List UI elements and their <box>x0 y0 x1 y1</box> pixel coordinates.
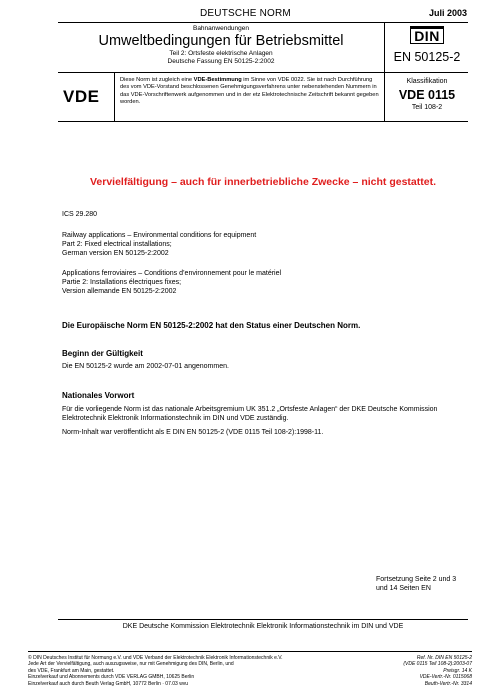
foreword-line: Elektrotechnik Elektronik Informationstechnik im DIN und VDE zuständig. <box>62 415 289 422</box>
vde-note <box>120 77 382 106</box>
footer-divider <box>28 651 472 652</box>
standard-part: Teil 2: Ortsfeste elektrische Anlagen <box>169 50 273 57</box>
footer-left-line: Jede Art der Vervielfältigung, auch auszugsweise, nur mit Genehmigung des DIN, Berlin, und <box>28 661 234 668</box>
english-title <box>62 231 462 258</box>
standard-subtitle: Bahnanwendungen <box>192 25 250 32</box>
foreword-heading: Nationales Vorwort <box>62 391 135 400</box>
footer-copyright <box>28 655 388 687</box>
standard-main-title: Umweltbedingungen für Betriebsmittel <box>98 33 344 49</box>
footer-right-line: VDE-Vertr.-Nr. 0115068 <box>419 674 472 681</box>
vde-note-part-1: Diese Norm ist zugleich eine <box>120 77 194 83</box>
french-title-line: Version allemande EN 50125-2:2002 <box>62 288 177 295</box>
foreword-draft: Norm-Inhalt war veröffentlicht als E DIN EN 50125-2 (VDE 0115 Teil 108-2):1998-11. <box>62 429 324 436</box>
din-block <box>384 22 469 72</box>
dke-commission: DKE Deutsche Kommission Elektrotechnik Elektronik Informationstechnik im DIN und VDE <box>122 623 404 630</box>
footer-right-line: Preisgr. 14 K <box>443 667 472 674</box>
vde-logo: VDE <box>63 87 100 106</box>
ics-code: ICS 29.280 <box>62 211 98 218</box>
classification-label: Klassifikation <box>406 78 448 85</box>
footer-left-line: Einzelverkauf und Abonnements durch VDE VERLAG GMBH, 10625 Berlin <box>28 674 195 681</box>
french-title-line: Applications ferroviaires – Conditions d’environnement pour le matériel <box>62 270 282 277</box>
english-title-line: Railway applications – Environmental conditions for equipment <box>62 232 257 239</box>
footer-left-line: Einzelverkauf auch durch Beuth Verlag GmbH, 10772 Berlin · 07.03 wvu <box>28 680 189 687</box>
classification-number: VDE 0115 <box>398 88 456 102</box>
title-block <box>58 22 468 72</box>
footer-right-line: Beuth-Vertr.-Nr. 3314 <box>424 680 472 687</box>
validity-heading: Beginn der Gültigkeit <box>62 349 143 358</box>
issue-date: Juli 2003 <box>428 8 467 18</box>
english-title-line: Part 2: Fixed electrical installations; <box>62 241 172 248</box>
title-area <box>58 22 384 72</box>
classification-block <box>384 73 469 121</box>
foreword-text <box>62 405 462 423</box>
document-type-title: DEUTSCHE NORM <box>200 8 291 19</box>
classification-part: Teil 108-2 <box>411 104 443 111</box>
continuation-line: Fortsetzung Seite 2 und 3 <box>376 576 457 583</box>
document-number: EN 50125-2 <box>393 50 461 64</box>
footer-right-line: Ref. Nr. DIN EN 50125-2 <box>416 655 472 661</box>
english-title-line: German version EN 50125-2:2002 <box>62 250 169 257</box>
vde-note-part-3: im Sinne von VDE 0022. Sie ist nach Durchführung des vom VDE-Vorstand beschlossenen Genehmigungsverfahrens unter nebenstehenden Nummern in das VDE-Vorschriftenwerk aufgenommen und in der etz Elektrotechnische Zeitschrift bekannt gegeben worden. <box>120 77 379 105</box>
vde-band <box>58 72 468 122</box>
continuation-note <box>376 575 476 593</box>
foreword-line: Für die vorliegende Norm ist das nationale Arbeitsgremium UK 351.2 „Ortsfeste Anlagen“ der DKE Deutsche Kommission <box>62 406 438 413</box>
footer-reference <box>362 655 472 687</box>
footer-left-line: des VDE, Frankfurt am Main, gestattet. <box>28 667 115 674</box>
continuation-line: und 14 Seiten EN <box>376 585 431 592</box>
vde-logo-cell <box>58 73 115 121</box>
reproduction-warning: Vervielfältigung – auch für innerbetriebliche Zwecke – nicht gestattet. <box>89 176 436 188</box>
french-title-line: Partie 2: Installations électriques fixes; <box>62 279 182 286</box>
dke-divider <box>58 619 468 620</box>
din-logo: DIN <box>410 26 444 44</box>
standard-version: Deutsche Fassung EN 50125-2:2002 <box>167 58 275 65</box>
vde-note-bold: VDE-Bestimmung <box>193 77 242 83</box>
french-title <box>62 269 462 296</box>
footer-right-line: (VDE 0115 Teil 108-2):2003-07 <box>403 661 472 668</box>
validity-text: Die EN 50125-2 wurde am 2002-07-01 angenommen. <box>62 363 229 370</box>
footer-left-line: © DIN Deutsches Institut für Normung e.V. und VDE Verband der Elektrotechnik Elektronik Informationstechnik e.V. <box>28 655 283 661</box>
status-statement: Die Europäische Norm EN 50125-2:2002 hat den Status einer Deutschen Norm. <box>62 321 361 330</box>
